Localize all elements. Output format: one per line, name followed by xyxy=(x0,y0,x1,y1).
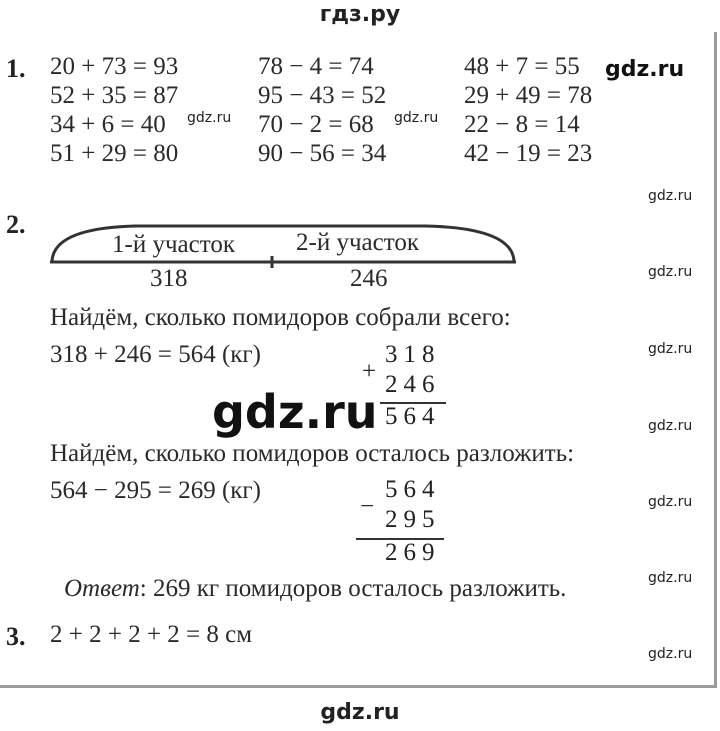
equation: 51 + 29 = 80 xyxy=(50,140,179,167)
solution-line-2: Найдём, сколько помидоров осталось разложить: xyxy=(50,440,575,467)
watermark: gdz.ru xyxy=(187,110,232,126)
column-sign-minus: − xyxy=(360,493,375,520)
equation: 29 + 49 = 78 xyxy=(464,82,593,109)
equation: 2 + 2 + 2 + 2 = 8 см xyxy=(50,621,253,648)
watermark-large: gdz.ru xyxy=(212,385,378,439)
page-border-bottom xyxy=(0,685,717,688)
equation: 70 − 2 = 68 xyxy=(258,111,374,138)
equation: 20 + 73 = 93 xyxy=(50,53,179,80)
equation: 95 − 43 = 52 xyxy=(258,82,387,109)
watermark: gdz.ru xyxy=(648,264,693,280)
answer-label: Ответ xyxy=(64,575,140,602)
column-result: 269 xyxy=(385,539,441,566)
diagram-label-part2: 2-й участок xyxy=(296,229,419,256)
diagram-label-part1: 1-й участок xyxy=(112,231,235,258)
equation: 22 − 8 = 14 xyxy=(464,111,580,138)
watermark: gdz.ru xyxy=(648,570,693,586)
column-operand-1: 564 xyxy=(385,476,441,503)
task-1-number: 1. xyxy=(6,54,26,83)
page-border-right xyxy=(714,32,717,688)
site-footer: gdz.ru xyxy=(320,700,400,725)
equation: 48 + 7 = 55 xyxy=(464,53,580,80)
diagram-value-part2: 246 xyxy=(350,265,388,292)
equation: 34 + 6 = 40 xyxy=(50,111,166,138)
watermark: gdz.ru xyxy=(648,341,693,357)
diagram-value-part1: 318 xyxy=(150,265,188,292)
watermark: gdz.ru xyxy=(605,57,685,82)
equation: 318 + 246 = 564 (кг) xyxy=(50,341,261,368)
column-operand-1: 318 xyxy=(385,341,441,368)
site-title: гдз.ру xyxy=(319,2,401,27)
watermark: gdz.ru xyxy=(648,418,693,434)
column-result: 564 xyxy=(385,403,441,430)
equation: 52 + 35 = 87 xyxy=(50,82,179,109)
task-3-number: 3. xyxy=(6,622,26,651)
watermark: gdz.ru xyxy=(648,646,693,662)
answer-line xyxy=(64,575,566,603)
answer-text: : 269 кг помидоров осталось разложить. xyxy=(139,575,567,602)
equation: 78 − 4 = 74 xyxy=(258,53,374,80)
equation: 42 − 19 = 23 xyxy=(464,140,593,167)
watermark: gdz.ru xyxy=(648,494,693,510)
column-operand-2: 246 xyxy=(385,371,441,398)
watermark: gdz.ru xyxy=(394,110,439,126)
equation: 90 − 56 = 34 xyxy=(258,140,387,167)
watermark: gdz.ru xyxy=(648,188,693,204)
column-sign-plus: + xyxy=(362,358,377,385)
solution-line-1: Найдём, сколько помидоров собрали всего: xyxy=(50,304,511,331)
equation: 564 − 295 = 269 (кг) xyxy=(50,477,261,504)
task-2-number: 2. xyxy=(6,210,26,239)
column-operand-2: 295 xyxy=(385,506,441,533)
